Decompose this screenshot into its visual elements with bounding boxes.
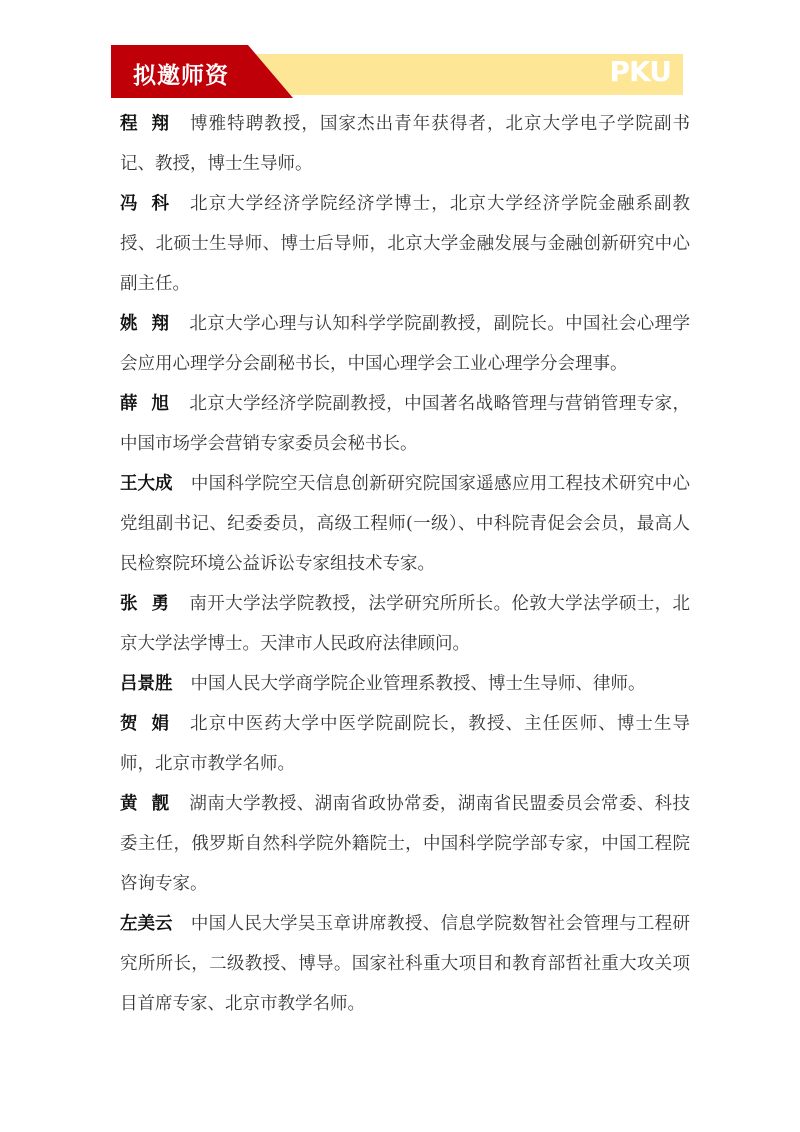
faculty-entry [120,304,690,384]
faculty-description: 中国人民大学商学院企业管理系教授、博士生导师、律师。 [190,674,646,694]
faculty-description: 博雅特聘教授，国家杰出青年获得者，北京大学电子学院副书记、教授，博士生导师。 [120,114,690,174]
faculty-description: 北京大学经济学院经济学博士，北京大学经济学院金融系副教授、北硕士生导师、博士后导师，北京大学金融发展与金融创新研究中心副主任。 [120,194,690,294]
faculty-entry [120,704,690,784]
faculty-name: 冯科 [120,194,183,214]
faculty-name: 贺娟 [120,714,183,734]
faculty-entry [120,584,690,664]
faculty-name: 黄靓 [120,794,183,814]
faculty-description: 南开大学法学院教授，法学研究所所长。伦敦大学法学硕士，北京大学法学博士。天津市人民政府法律顾问。 [120,594,690,654]
faculty-description: 北京中医药大学中医学院副院长，教授、主任医师、博士生导师，北京市教学名师。 [120,714,690,774]
faculty-name: 姚翔 [120,314,183,334]
faculty-entry [120,104,690,184]
faculty-list [120,104,690,1024]
pku-logo: PKU [609,55,671,88]
faculty-description: 中国人民大学吴玉章讲席教授、信息学院数智社会管理与工程研究所所长，二级教授、博导。国家社科重大项目和教育部哲社重大攻关项目首席专家、北京市教学名师。 [120,914,690,1014]
faculty-description: 北京大学经济学院副教授，中国著名战略管理与营销管理专家，中国市场学会营销专家委员会秘书长。 [120,394,690,454]
faculty-entry [120,184,690,304]
faculty-entry [120,464,690,584]
faculty-name: 王大成 [120,474,173,494]
faculty-description: 中国科学院空天信息创新研究院国家遥感应用工程技术研究中心党组副书记、纪委委员，高级工程师(一级）、中科院青促会会员，最高人民检察院环境公益诉讼专家组技术专家。 [120,474,690,574]
faculty-name: 薛旭 [120,394,183,414]
section-banner [111,45,683,98]
faculty-description: 湖南大学教授、湖南省政协常委，湖南省民盟委员会常委、科技委主任，俄罗斯自然科学院外籍院士，中国科学院学部专家，中国工程院咨询专家。 [120,794,690,894]
faculty-description: 北京大学心理与认知科学学院副教授，副院长。中国社会心理学会应用心理学分会副秘书长，中国心理学会工业心理学分会理事。 [120,314,690,374]
faculty-name: 张勇 [120,594,183,614]
faculty-name: 程翔 [120,114,183,134]
faculty-name: 吕景胜 [120,674,173,694]
faculty-name: 左美云 [120,914,173,934]
faculty-entry [120,384,690,464]
faculty-entry [120,784,690,904]
section-title: 拟邀师资 [133,63,229,89]
faculty-entry [120,904,690,1024]
faculty-entry [120,664,690,704]
